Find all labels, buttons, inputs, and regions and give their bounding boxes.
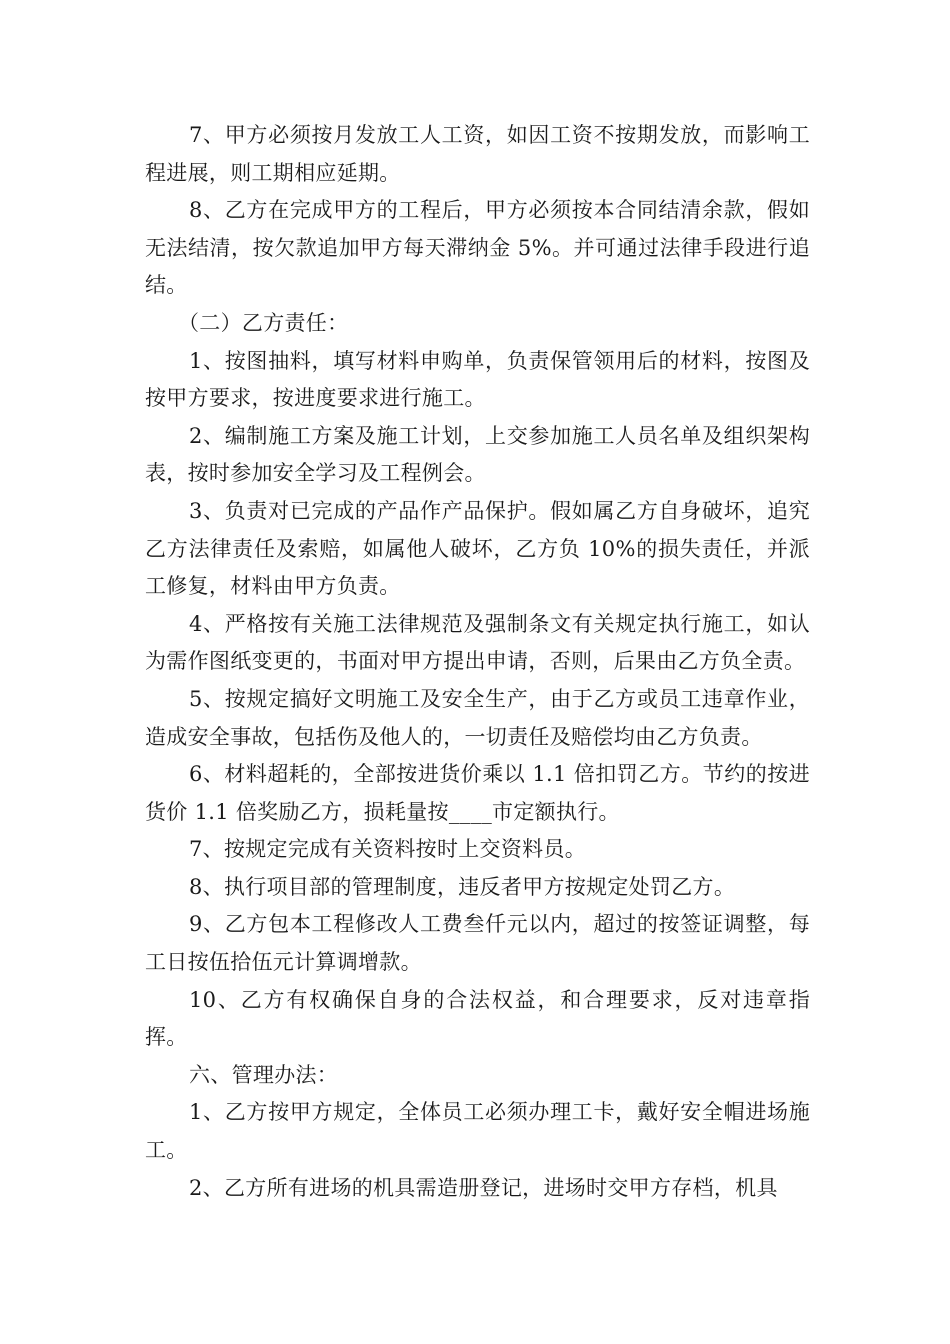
clause-paragraph: 6、材料超耗的，全部按进货价乘以 1.1 倍扣罚乙方。节约的按进货价 1.1 倍奖励乙方，损耗量按____市定额执行。 (145, 762, 810, 824)
document-body (145, 117, 810, 1207)
clause-paragraph: 3、负责对已完成的产品作产品保护。假如属乙方自身破坏，追究乙方法律责任及索赔，如属他人破坏，乙方负 10%的损失责任，并派工修复，材料由甲方负责。 (145, 498, 810, 599)
clause-paragraph: 4、严格按有关施工法律规范及强制条文有关规定执行施工，如认为需作图纸变更的，书面对甲方提出申请，否则，后果由乙方负全责。 (145, 611, 810, 674)
clause-paragraph: 9、乙方包本工程修改人工费叁仟元以内，超过的按签证调整，每工日按伍拾伍元计算调增款。 (145, 912, 810, 975)
clause-paragraph: 1、乙方按甲方规定，全体员工必须办理工卡，戴好安全帽进场施工。 (145, 1100, 810, 1163)
clause-paragraph: 1、按图抽料，填写材料申购单，负责保管领用后的材料，按图及按甲方要求，按进度要求进行施工。 (145, 348, 810, 411)
clause-paragraph: 5、按规定搞好文明施工及安全生产，由于乙方或员工违章作业，造成安全事故，包括伤及他人的，一切责任及赔偿均由乙方负责。 (145, 686, 810, 749)
section-heading: 六、管理办法： (189, 1062, 339, 1087)
clause-paragraph: 7、甲方必须按月发放工人工资，如因工资不按期发放，而影响工程进展，则工期相应延期。 (145, 123, 810, 185)
clause-paragraph: 2、乙方所有进场的机具需造册登记，进场时交甲方存档，机具 (189, 1175, 778, 1200)
clause-paragraph: 8、执行项目部的管理制度，违反者甲方按规定处罚乙方。 (189, 874, 736, 899)
clause-paragraph: 7、按规定完成有关资料按时上交资料员。 (189, 837, 587, 862)
clause-paragraph: 8、乙方在完成甲方的工程后，甲方必须按本合同结清余款，假如无法结清，按欠款追加甲方每天滞纳金 5%。并可通过法律手段进行追结。 (145, 198, 810, 298)
section-heading: （二）乙方责任： (178, 310, 349, 335)
clause-paragraph: 2、编制施工方案及施工计划，上交参加施工人员名单及组织架构表，按时参加安全学习及工程例会。 (145, 423, 810, 486)
clause-paragraph: 10、乙方有权确保自身的合法权益，和合理要求，反对违章指挥。 (145, 987, 810, 1050)
